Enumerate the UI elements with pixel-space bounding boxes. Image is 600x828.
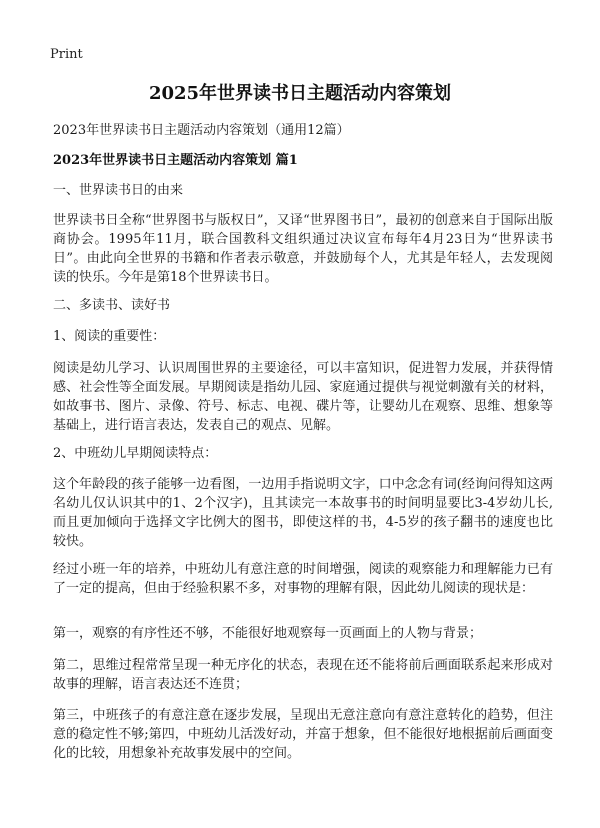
subheading-characteristics: 2、中班幼儿早期阅读特点： <box>53 446 218 461</box>
subheading-importance: 1、阅读的重要性： <box>53 329 166 344</box>
paragraph-importance: 阅读是幼儿学习、认识周围世界的主要途径，可以丰富知识，促进智力发展，并获得情感、社会性等全面发展。早期阅读是指幼儿园、家庭通过提供与视觉刺激有关的材料，如故事书、图片、录像、符号、标志、电视、碟片等，让婴幼儿在观察、思维、想象等基础上，进行语言表达，发表自己的观点、见解。 <box>53 361 553 433</box>
section-heading: 2023年世界读书日主题活动内容策划 篇1 <box>53 153 298 168</box>
paragraph-origin: 世界读书日全称“世界图书与版权日”，又译“世界图书日”，最初的创意来自于国际出版商协会。1995年11月，联合国教科文组织通过决议宣布每年4月23日为“世界读书日”。由此向全世界的书籍和作者表示敬意，并鼓励每个人，尤其是年轻人，去发现阅读的快乐。今年是第18个世界读书日。 <box>53 213 553 285</box>
subtitle: 2023年世界读书日主题活动内容策划（通用12篇） <box>53 123 350 138</box>
paragraph-first: 第一，观察的有序性还不够，不能很好地观察每一页画面上的人物与背景； <box>53 626 483 641</box>
paragraph-third: 第三，中班孩子的有意注意在逐步发展，呈现出无意注意向有意注意转化的趋势，但注意的稳定性不够;第四，中班幼儿活泼好动，并富于想象，但不能很好地根据前后画面变化的比较，用想象补充故事发展中的空间。 <box>53 708 553 761</box>
print-link[interactable]: Print <box>50 47 83 62</box>
paragraph-training: 经过小班一年的培养，中班幼儿有意注意的时间增强，阅读的观察能力和理解能力已有了一定的提高，但由于经验积累不多，对事物的理解有限，因此幼儿阅读的现状是： <box>53 562 553 596</box>
paragraph-second: 第二，思维过程常常呈现一种无序化的状态，表现在还不能将前后画面联系起来形成对故事的理解，语言表达还不连贯； <box>53 658 553 692</box>
heading-read-more: 二、多读书、读好书 <box>53 298 171 313</box>
paragraph-characteristics: 这个年龄段的孩子能够一边看图，一边用手指说明文字，口中念念有词(经询问得知这两名幼儿仅认识其中的1、2个汉字)，且其读完一本故事书的时间明显要比3-4岁幼儿长,而且更加倾向于选择文字比例大的图书，即使这样的书，4-5岁的孩子翻书的速度也比较快。 <box>53 477 553 549</box>
heading-origin: 一、世界读书日的由来 <box>53 183 184 198</box>
page-title: 2025年世界读书日主题活动内容策划 <box>148 83 452 104</box>
